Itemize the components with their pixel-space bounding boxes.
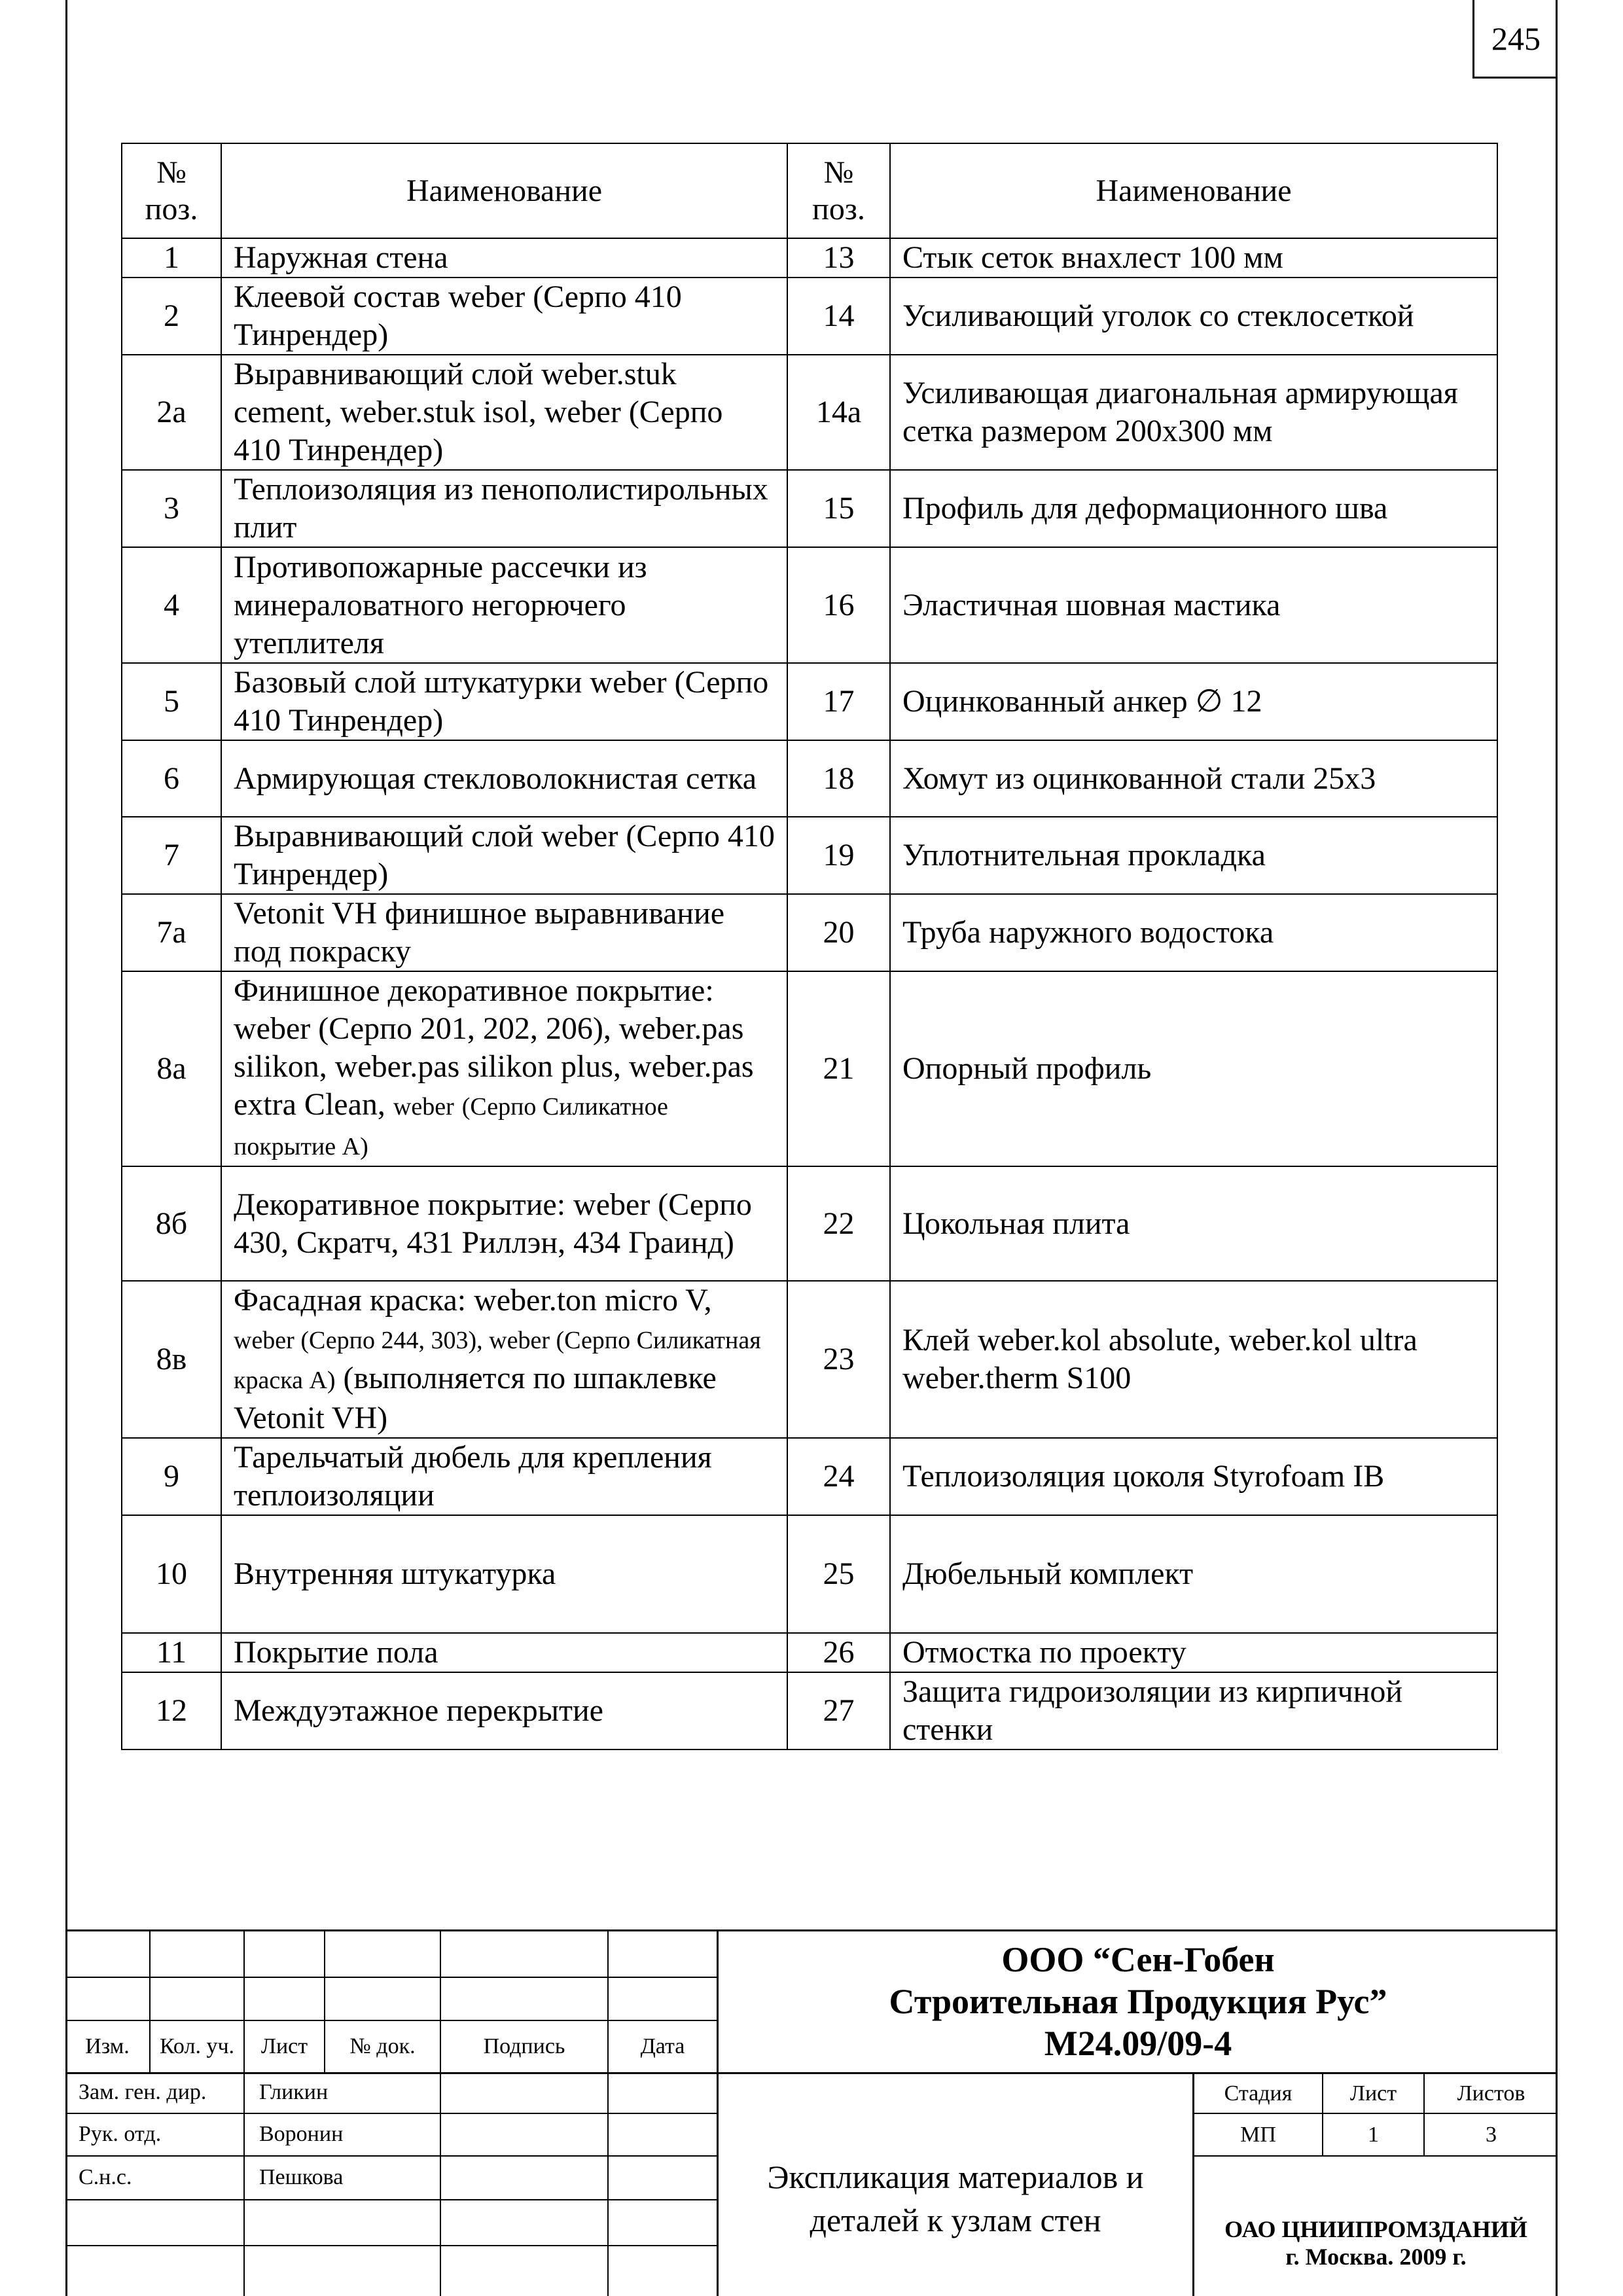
header-name-right: Наименование bbox=[890, 143, 1497, 238]
name-cell: Выравнивающий слой weber (Серпо 410 Тинрендер) bbox=[221, 817, 787, 894]
pos-cell: 13 bbox=[787, 238, 890, 278]
divider bbox=[440, 1929, 441, 2296]
sheet-label: Лист bbox=[1349, 2081, 1397, 2106]
table-row bbox=[122, 547, 1497, 663]
pos-cell: 2а bbox=[122, 355, 221, 470]
table-row bbox=[122, 740, 1497, 817]
pos-cell: 11 bbox=[122, 1633, 221, 1672]
table-row bbox=[122, 1672, 1497, 1749]
table-row bbox=[122, 894, 1497, 971]
pos-cell: 8в bbox=[122, 1281, 221, 1438]
name-cell: Стык сеток внахлест 100 мм bbox=[890, 238, 1497, 278]
name-text-small: weber (Серпо 244, 303), weber (Серпо Силикатная краска А) bbox=[234, 1327, 761, 1394]
name-cell: Клей weber.kol absolute, weber.kol ultra weber.therm S100 bbox=[890, 1281, 1497, 1438]
role-label: Зам. ген. дир. bbox=[79, 2080, 207, 2104]
name-cell: Дюбельный комплект bbox=[890, 1515, 1497, 1633]
specification-table bbox=[121, 143, 1498, 1750]
pos-cell: 26 bbox=[787, 1633, 890, 1672]
pos-cell: 7а bbox=[122, 894, 221, 971]
title-block bbox=[65, 1929, 1558, 2296]
pos-cell: 19 bbox=[787, 817, 890, 894]
col-kol-uch: Кол. уч. bbox=[159, 2034, 235, 2058]
table-row bbox=[122, 355, 1497, 470]
person-name: Гликин bbox=[259, 2080, 329, 2104]
pos-cell: 27 bbox=[787, 1672, 890, 1749]
name-cell: Эластичная шовная мастика bbox=[890, 547, 1497, 663]
header-pos-left: № поз. bbox=[122, 143, 221, 238]
pos-cell: 15 bbox=[787, 470, 890, 547]
name-cell: Декоративное покрытие: weber (Серпо 430, Скратч, 431 Риллэн, 434 Граинд) bbox=[221, 1166, 787, 1281]
name-cell: Цокольная плита bbox=[890, 1166, 1497, 1281]
institute-name: ОАО ЦНИИПРОМЗДАНИЙ bbox=[1224, 2215, 1527, 2242]
table-row bbox=[122, 1281, 1497, 1438]
sheets-value: 3 bbox=[1486, 2122, 1497, 2147]
organization-name-line1: ООО “Сен-Гобен bbox=[1001, 1940, 1275, 1979]
name-cell: Базовый слой штукатурки weber (Серпо 410 Тинрендер) bbox=[221, 663, 787, 740]
name-cell: Выравнивающий слой weber.stuk cement, weber.stuk isol, weber (Серпо 410 Тинрендер) bbox=[221, 355, 787, 470]
sheet-title: Экспликация материалов и деталей к узлам стен bbox=[767, 2158, 1144, 2238]
divider bbox=[607, 1929, 609, 2296]
pos-cell: 14 bbox=[787, 278, 890, 355]
role-label: С.н.с. bbox=[79, 2165, 132, 2189]
col-izm: Изм. bbox=[85, 2034, 130, 2058]
stage-value: МП bbox=[1240, 2122, 1276, 2147]
table-row bbox=[122, 238, 1497, 278]
name-text: Финишное декоративное покрытие: weber (Серпо 201, 202, 206), weber.pas silikon, weber.pas silikon plus, weber.pas extra Clean, bbox=[234, 973, 754, 1122]
table-row bbox=[122, 278, 1497, 355]
name-cell: Уплотнительная прокладка bbox=[890, 817, 1497, 894]
pos-cell: 7 bbox=[122, 817, 221, 894]
organization-name-line2: Строительная Продукция Рус” bbox=[889, 1982, 1387, 2021]
pos-cell: 18 bbox=[787, 740, 890, 817]
name-cell: Оцинкованный анкер ∅ 12 bbox=[890, 663, 1497, 740]
col-date: Дата bbox=[640, 2034, 685, 2058]
name-text-small: weber bbox=[393, 1093, 454, 1121]
stage-label: Стадия bbox=[1224, 2081, 1293, 2106]
name-text-small: (Серпо Силикатное покрытие А) bbox=[234, 1093, 668, 1160]
name-cell: Теплоизоляция цоколя Styrofoam IB bbox=[890, 1438, 1497, 1515]
divider bbox=[65, 2155, 717, 2157]
name-cell: Междуэтажное перекрытие bbox=[221, 1672, 787, 1749]
pos-cell: 14а bbox=[787, 355, 890, 470]
pos-cell: 9 bbox=[122, 1438, 221, 1515]
name-cell: Армирующая стекловолокнистая сетка bbox=[221, 740, 787, 817]
name-cell: Труба наружного водостока bbox=[890, 894, 1497, 971]
pos-cell: 16 bbox=[787, 547, 890, 663]
col-list: Лист bbox=[260, 2034, 308, 2058]
col-signature: Подпись bbox=[483, 2034, 565, 2058]
sheets-label: Листов bbox=[1457, 2081, 1525, 2106]
header-pos-right: № поз. bbox=[787, 143, 890, 238]
name-cell: Профиль для деформационного шва bbox=[890, 470, 1497, 547]
table-row bbox=[122, 1515, 1497, 1633]
person-name: Воронин bbox=[259, 2122, 344, 2146]
name-cell: Клеевой состав weber (Серпо 410 Тинрендер) bbox=[221, 278, 787, 355]
divider bbox=[65, 2113, 717, 2114]
city-year: г. Москва. 2009 г. bbox=[1285, 2243, 1467, 2270]
pos-cell: 10 bbox=[122, 1515, 221, 1633]
name-cell: Усиливающий уголок со стеклосеткой bbox=[890, 278, 1497, 355]
pos-cell: 22 bbox=[787, 1166, 890, 1281]
table-row bbox=[122, 1633, 1497, 1672]
table-header-row bbox=[122, 143, 1497, 238]
header-name-left: Наименование bbox=[221, 143, 787, 238]
table-row bbox=[122, 663, 1497, 740]
institute-block bbox=[1194, 2157, 1558, 2296]
name-cell: Теплоизоляция из пенополистирольных плит bbox=[221, 470, 787, 547]
organization-header bbox=[719, 1931, 1558, 2072]
table-row bbox=[122, 971, 1497, 1166]
name-cell: Защита гидроизоляции из кирпичной стенки bbox=[890, 1672, 1497, 1749]
name-cell bbox=[221, 971, 787, 1166]
col-doc-number: № док. bbox=[349, 2034, 416, 2058]
pos-cell: 12 bbox=[122, 1672, 221, 1749]
name-cell bbox=[221, 1281, 787, 1438]
name-text: (выполняется по шпаклевке Vetonit VH) bbox=[234, 1361, 717, 1435]
divider bbox=[65, 2199, 717, 2200]
pos-cell: 21 bbox=[787, 971, 890, 1166]
pos-cell: 2 bbox=[122, 278, 221, 355]
name-cell: Тарельчатый дюбель для крепления теплоизоляции bbox=[221, 1438, 787, 1515]
pos-cell: 8б bbox=[122, 1166, 221, 1281]
name-cell: Внутренняя штукатурка bbox=[221, 1515, 787, 1633]
divider bbox=[65, 2245, 717, 2246]
page-number: 245 bbox=[1472, 0, 1558, 79]
name-cell: Наружная стена bbox=[221, 238, 787, 278]
name-cell: Усиливающая диагональная армирующая сетка размером 200х300 мм bbox=[890, 355, 1497, 470]
divider bbox=[65, 1977, 717, 1978]
pos-cell: 24 bbox=[787, 1438, 890, 1515]
pos-cell: 23 bbox=[787, 1281, 890, 1438]
name-text: Фасадная краска: weber.ton micro V, bbox=[234, 1283, 712, 1318]
name-cell: Противопожарные рассечки из минераловатного негорючего утеплителя bbox=[221, 547, 787, 663]
name-cell: Хомут из оцинкованной стали 25х3 bbox=[890, 740, 1497, 817]
person-name: Пешкова bbox=[259, 2165, 344, 2189]
pos-cell: 6 bbox=[122, 740, 221, 817]
name-cell: Отмостка по проекту bbox=[890, 1633, 1497, 1672]
sheet-value: 1 bbox=[1368, 2122, 1379, 2147]
pos-cell: 3 bbox=[122, 470, 221, 547]
pos-cell: 25 bbox=[787, 1515, 890, 1633]
pos-cell: 1 bbox=[122, 238, 221, 278]
table-row bbox=[122, 1166, 1497, 1281]
document-code: М24.09/09-4 bbox=[1044, 2024, 1232, 2063]
table-row bbox=[122, 1438, 1497, 1515]
name-cell: Vetonit VH финишное выравнивание под покраску bbox=[221, 894, 787, 971]
pos-cell: 4 bbox=[122, 547, 221, 663]
table-row bbox=[122, 817, 1497, 894]
pos-cell: 17 bbox=[787, 663, 890, 740]
pos-cell: 20 bbox=[787, 894, 890, 971]
table-row bbox=[122, 470, 1497, 547]
role-label: Рук. отд. bbox=[79, 2122, 162, 2146]
pos-cell: 8а bbox=[122, 971, 221, 1166]
divider bbox=[243, 1929, 245, 2296]
pos-cell: 5 bbox=[122, 663, 221, 740]
name-cell: Опорный профиль bbox=[890, 971, 1497, 1166]
name-cell: Покрытие пола bbox=[221, 1633, 787, 1672]
